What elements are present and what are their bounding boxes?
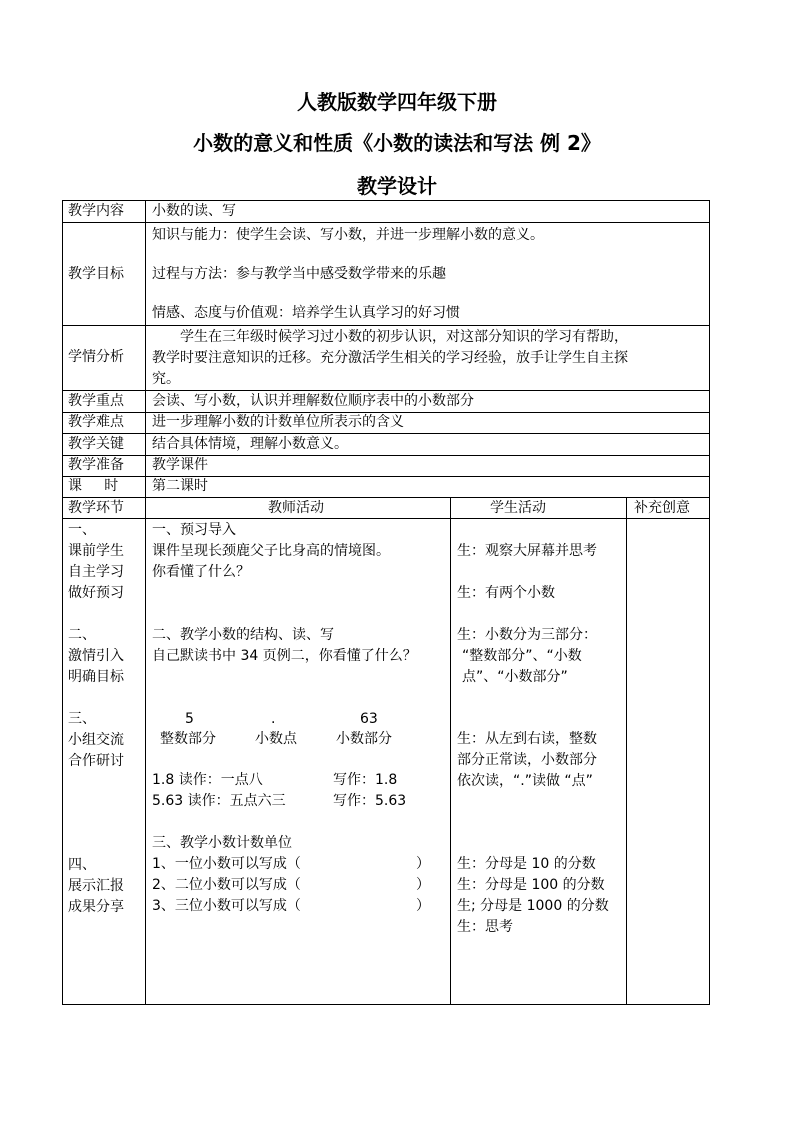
value-preparation: 教学课件: [152, 457, 208, 473]
example-read: 5.63 读作：五点六三: [152, 793, 286, 809]
header-student: 学生活动: [490, 500, 546, 516]
table-rule: [62, 222, 710, 223]
table-rule: [62, 518, 710, 519]
label-content: 教学内容: [68, 203, 124, 219]
unit-question-close: ）: [416, 856, 430, 872]
decimal-digit-5: 5: [185, 711, 194, 727]
stage-3: 三、: [68, 711, 96, 727]
table-rule: [62, 200, 63, 1005]
stage-4: 展示汇报: [68, 878, 124, 894]
table-rule: [62, 325, 710, 326]
student-answer: 生：小数分为三部分：: [457, 627, 597, 643]
label-analysis: 学情分析: [68, 349, 124, 365]
stage-1: 一、: [68, 522, 96, 538]
example-write: 写作：5.63: [333, 793, 407, 809]
table-rule: [62, 497, 710, 498]
decimal-digit-63: 63: [360, 711, 378, 727]
label-goals: 教学目标: [68, 266, 124, 282]
goal-attitude: 情感、态度与价值观：培养学生认真学习的好习惯: [152, 305, 460, 321]
student-answer: “整数部分”、“小数: [462, 648, 582, 664]
unit-question-close: ）: [416, 877, 430, 893]
value-content: 小数的读、写: [152, 203, 236, 219]
table-rule: [709, 200, 710, 1005]
value-key-point: 会读、写小数，认识并理解数位顺序表中的小数部分: [152, 393, 474, 409]
analysis-line-2: 教学时要注意知识的迁移。充分激活学生相关的学习经验，放手让学生自主探: [152, 350, 628, 366]
table-rule: [145, 200, 146, 1005]
doc-title-design: 教学设计: [357, 174, 437, 198]
label-preparation: 教学准备: [68, 457, 124, 473]
value-difficulty: 进一步理解小数的计数单位所表示的含义: [152, 414, 404, 430]
table-rule: [626, 497, 627, 1005]
stage-4: 四、: [68, 857, 96, 873]
teacher-line: 自己默读书中 34 页例二，你看懂了什么？: [152, 648, 417, 664]
analysis-line-1: 学生在三年级时候学习过小数的初步认识，对这部分知识的学习有帮助，: [180, 329, 628, 345]
doc-title-lesson: 小数的意义和性质《小数的读法和写法 例 2》: [193, 131, 601, 155]
table-rule: [450, 497, 451, 1005]
stage-3: 合作研讨: [68, 753, 124, 769]
label-fraction-part: 小数部分: [336, 731, 392, 747]
header-stage: 教学环节: [68, 500, 124, 516]
student-answer: 生：观察大屏幕并思考: [457, 543, 597, 559]
table-rule: [62, 1004, 710, 1005]
goal-process: 过程与方法：参与教学当中感受数学带来的乐趣: [152, 266, 446, 282]
teacher-line: 课件呈现长颈鹿父子比身高的情境图。: [152, 543, 390, 559]
example-write: 写作：1.8: [333, 772, 398, 788]
student-answer: 部分正常读，小数部分: [457, 752, 597, 768]
stage-1: 自主学习: [68, 564, 124, 580]
student-answer: 生：分母是 10 的分数: [457, 856, 596, 872]
stage-2: 二、: [68, 627, 96, 643]
value-period: 第二课时: [152, 478, 208, 494]
header-teacher: 教师活动: [268, 500, 324, 516]
stage-2: 激情引入: [68, 648, 124, 664]
analysis-line-3: 究。: [152, 371, 180, 387]
goal-knowledge: 知识与能力：使学生会读、写小数，并进一步理解小数的意义。: [152, 227, 544, 243]
student-answer: 点”、“小数部分”: [462, 669, 568, 685]
label-key-point: 教学重点: [68, 393, 124, 409]
unit-question: 2、二位小数可以写成（: [152, 877, 301, 893]
unit-question-close: ）: [416, 898, 430, 914]
stage-2: 明确目标: [68, 669, 124, 685]
student-answer: 生：分母是 100 的分数: [457, 877, 605, 893]
stage-1: 课前学生: [68, 543, 124, 559]
teacher-section-title: 一、预习导入: [152, 522, 236, 538]
student-answer: 生：有两个小数: [457, 585, 555, 601]
decimal-point-symbol: .: [271, 711, 276, 727]
student-answer: 生：思考: [457, 919, 513, 935]
label-period: 课 时: [68, 478, 119, 494]
header-extra: 补充创意: [634, 500, 690, 516]
unit-question: 1、一位小数可以写成（: [152, 856, 301, 872]
label-decimal-point: 小数点: [255, 731, 297, 747]
label-difficulty: 教学难点: [68, 414, 124, 430]
teacher-section-title: 三、教学小数计数单位: [152, 835, 292, 851]
student-answer: 生：从左到右读，整数: [457, 731, 597, 747]
unit-question: 3、三位小数可以写成（: [152, 898, 301, 914]
doc-title-grade: 人教版数学四年级下册: [297, 90, 497, 114]
stage-1: 做好预习: [68, 585, 124, 601]
student-answer: 生; 分母是 1000 的分数: [457, 898, 609, 914]
stage-3: 小组交流: [68, 732, 124, 748]
student-answer: 依次读，“.”读做 “点”: [457, 773, 593, 789]
teacher-section-title: 二、教学小数的结构、读、写: [152, 627, 334, 643]
value-crux: 结合具体情境，理解小数意义。: [152, 436, 348, 452]
label-integer-part: 整数部分: [160, 731, 216, 747]
label-crux: 教学关键: [68, 436, 124, 452]
teacher-line: 你看懂了什么？: [152, 564, 250, 580]
example-read: 1.8 读作：一点八: [152, 772, 263, 788]
stage-4: 成果分享: [68, 899, 124, 915]
